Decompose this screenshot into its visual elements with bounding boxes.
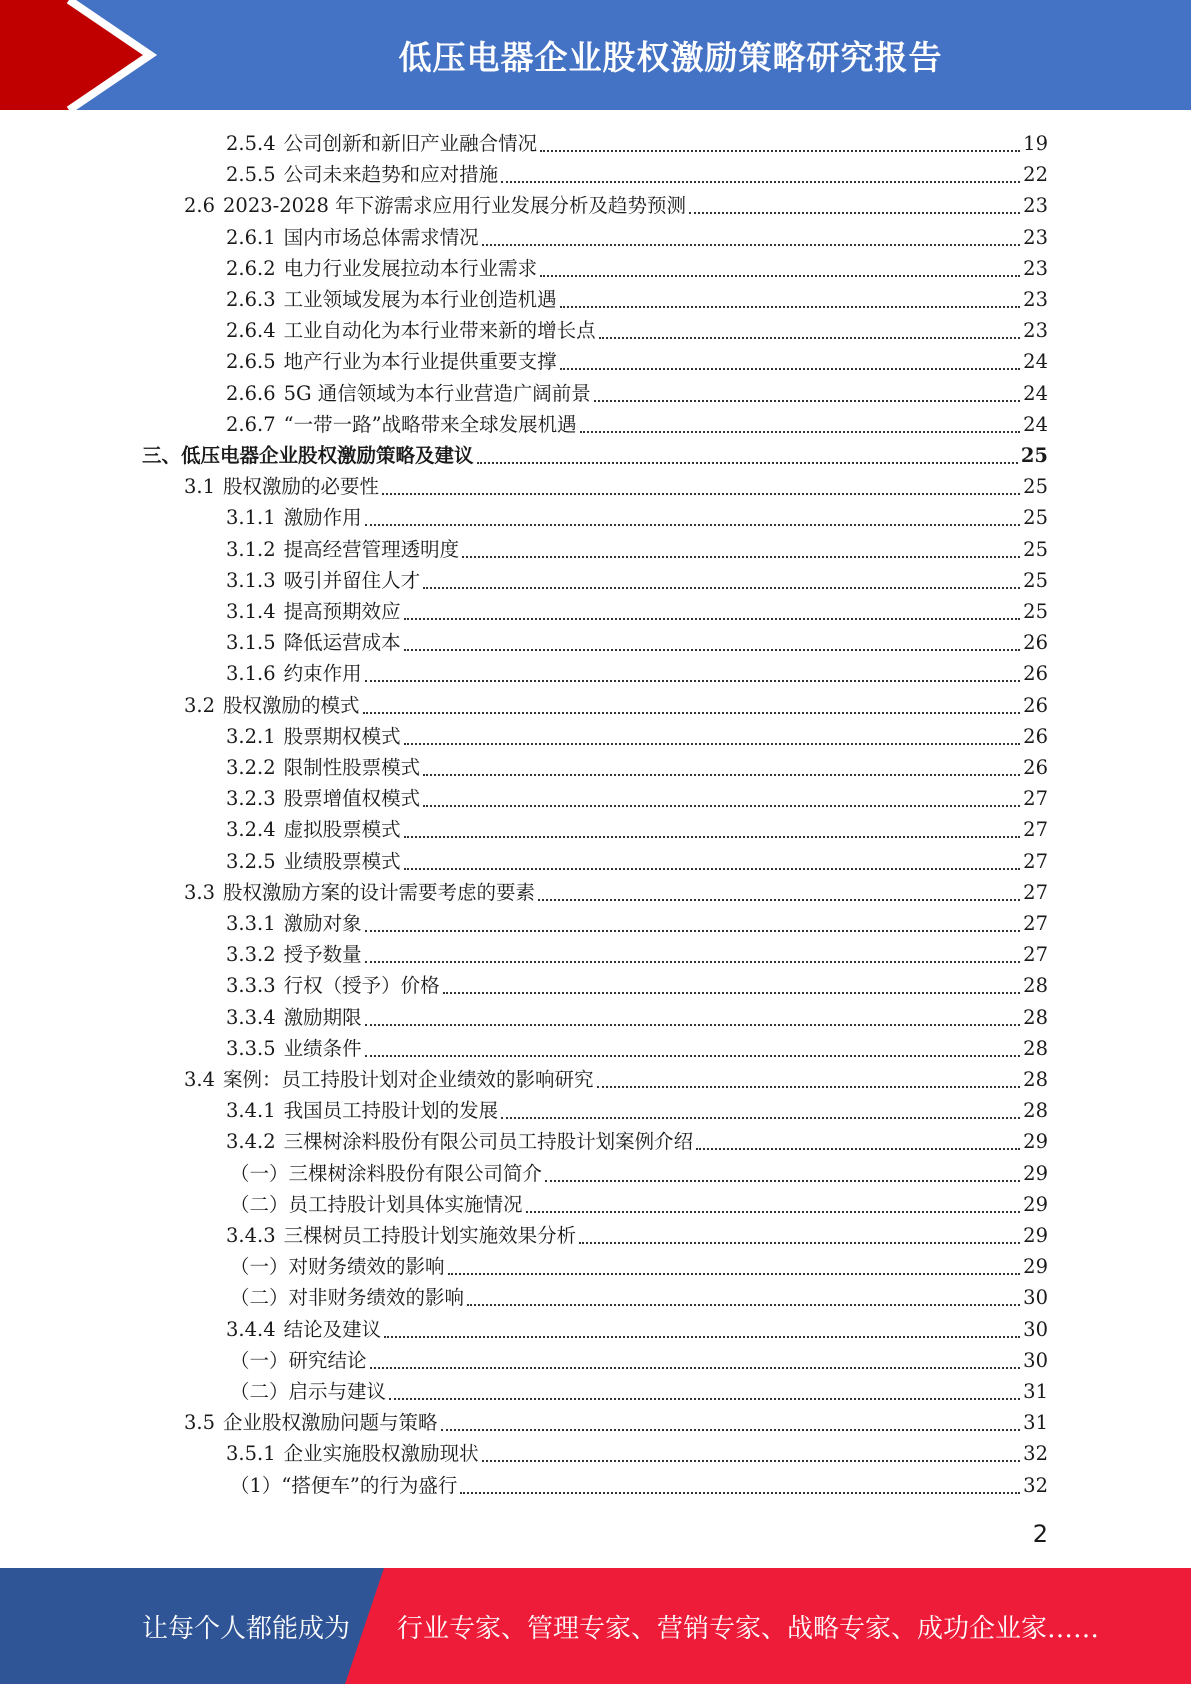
toc-entry-title: 股权激励的模式 — [223, 693, 360, 717]
toc-entry-title: 授予数量 — [283, 943, 362, 967]
toc-entry-page: 24 — [1023, 381, 1048, 405]
toc-dot-leader — [579, 1241, 1020, 1244]
toc-entry-page: 32 — [1023, 1473, 1048, 1497]
toc-entry-number: 3.4.2 — [226, 1130, 276, 1154]
toc-entry-title: 激励期限 — [283, 1005, 362, 1029]
toc-entry-page: 22 — [1023, 163, 1048, 187]
toc-entry-page: 27 — [1023, 912, 1048, 935]
toc-dot-leader — [482, 1459, 1021, 1462]
toc-entry[interactable] — [226, 812, 1048, 843]
page-number: 2 — [1032, 1520, 1048, 1548]
toc-entry-title: 限制性股票模式 — [283, 756, 421, 779]
toc-entry-page: 29 — [1023, 1255, 1048, 1279]
toc-entry-page: 26 — [1023, 693, 1048, 717]
toc-dot-leader — [526, 1210, 1021, 1213]
toc-dot-leader — [560, 367, 1021, 370]
toc-entry-number: 3.1.4 — [226, 600, 276, 623]
toc-entry-number: 2.6.3 — [226, 288, 276, 311]
toc-entry-page: 23 — [1023, 256, 1048, 280]
toc-entry-page: 27 — [1023, 943, 1048, 967]
toc-entry-number: 3.2.3 — [226, 787, 276, 811]
toc-entry-number: 3.2.1 — [226, 724, 276, 748]
toc-entry-page: 25 — [1023, 506, 1048, 530]
toc-entry-title: 工业领域发展为本行业创造机遇 — [283, 288, 557, 311]
toc-entry-title: 结论及建议 — [283, 1317, 382, 1341]
toc-entry-title: 行权（授予）价格 — [283, 974, 440, 998]
toc-entry[interactable] — [226, 1218, 1048, 1249]
toc-entry[interactable] — [226, 1312, 1048, 1343]
toc-entry[interactable] — [226, 126, 1048, 157]
toc-entry-number: 2.6.4 — [226, 319, 276, 343]
toc-entry-title: 国内市场总体需求情况 — [283, 225, 479, 249]
toc-entry[interactable] — [226, 844, 1048, 875]
toc-dot-leader — [404, 835, 1021, 838]
toc-dot-leader — [462, 555, 1020, 558]
toc-entry-page: 29 — [1023, 1130, 1048, 1154]
toc-entry-number: 3.4.1 — [226, 1099, 276, 1123]
toc-entry-page: 27 — [1023, 818, 1048, 842]
toc-entry[interactable] — [226, 1000, 1048, 1031]
toc-entry[interactable] — [226, 500, 1048, 531]
toc-entry-number: 3.3.1 — [226, 912, 276, 935]
toc-entry-title: 三棵树员工持股计划实施效果分析 — [283, 1224, 577, 1247]
toc-entry-number: 3.2.4 — [226, 818, 276, 842]
toc-entry[interactable] — [184, 188, 1048, 219]
toc-entry[interactable] — [226, 1031, 1048, 1062]
toc-entry[interactable] — [226, 1093, 1048, 1124]
toc-entry-page: 26 — [1023, 724, 1048, 748]
toc-entry-number: 2.6.7 — [226, 412, 276, 436]
toc-dot-leader — [460, 1491, 1020, 1494]
toc-entry-page: 28 — [1023, 1099, 1048, 1123]
footer-slogan-right: 行业专家、管理专家、营销专家、战略专家、成功企业家…… — [397, 1613, 1100, 1644]
toc-dot-leader — [404, 648, 1021, 651]
toc-entry-number: 2.5.4 — [226, 132, 276, 155]
toc-entry-page: 27 — [1023, 849, 1048, 873]
toc-entry[interactable] — [226, 282, 1048, 313]
toc-entry-title: 低压电器企业股权激励策略及建议 — [181, 444, 474, 467]
toc-entry[interactable] — [230, 1187, 1048, 1218]
toc-entry-page: 31 — [1023, 1380, 1048, 1403]
toc-entry-title: 虚拟股票模式 — [283, 818, 401, 842]
toc-entry-title: 股票增值权模式 — [283, 787, 421, 811]
toc-entry-number: 3.1.5 — [226, 631, 276, 655]
toc-entry-title: 业绩股票模式 — [283, 849, 401, 873]
toc-entry-number: 3.2.2 — [226, 756, 276, 779]
toc-entry-title: 股票期权模式 — [283, 724, 401, 748]
toc-entry-title: 公司未来趋势和应对措施 — [283, 163, 499, 187]
toc-entry[interactable] — [226, 937, 1048, 968]
toc-entry-title: 案例：员工持股计划对企业绩效的影响研究 — [223, 1068, 594, 1091]
toc-entry-number: 3.5 — [184, 1411, 216, 1435]
toc-entry[interactable] — [226, 220, 1048, 251]
toc-entry-page: 28 — [1023, 1068, 1048, 1091]
toc-entry-number: 2.6 — [184, 194, 216, 218]
toc-entry[interactable] — [226, 532, 1048, 563]
toc-dot-leader — [501, 180, 1020, 183]
toc-entry-page: 24 — [1023, 412, 1048, 436]
toc-dot-leader — [404, 617, 1021, 620]
toc-entry[interactable] — [184, 469, 1048, 500]
toc-entry[interactable] — [226, 625, 1048, 656]
toc-dot-leader — [404, 742, 1021, 745]
toc-entry-number: 3.2.5 — [226, 849, 276, 873]
toc-dot-leader — [363, 711, 1021, 714]
toc-entry[interactable] — [230, 1374, 1048, 1405]
toc-dot-leader — [540, 149, 1020, 152]
toc-entry-title: 工业自动化为本行业带来新的增长点 — [283, 319, 596, 343]
toc-entry[interactable] — [142, 438, 1048, 469]
toc-entry[interactable] — [226, 344, 1048, 375]
toc-entry-page: 28 — [1023, 1036, 1048, 1060]
toc-entry-title: 激励对象 — [283, 912, 362, 935]
toc-entry[interactable] — [230, 1249, 1048, 1280]
toc-entry-number: 2.6.1 — [226, 225, 276, 249]
toc-entry-number: 2.6.2 — [226, 256, 276, 280]
toc-entry-page: 23 — [1023, 194, 1048, 218]
toc-entry-title: 电力行业发展拉动本行业需求 — [283, 256, 538, 280]
toc-entry-title: 提高经营管理透明度 — [283, 537, 460, 561]
toc-entry-number: 三、 — [142, 444, 182, 467]
toc-entry[interactable] — [226, 968, 1048, 999]
toc-entry-page: 29 — [1023, 1161, 1048, 1185]
report-title: 低压电器企业股权激励策略研究报告 — [398, 37, 943, 77]
toc-dot-leader — [365, 960, 1021, 963]
toc-entry[interactable] — [226, 1124, 1048, 1155]
toc-dot-leader — [365, 679, 1021, 682]
footer-slogan-left: 让每个人都能成为 — [142, 1613, 351, 1644]
toc-dot-leader — [689, 211, 1020, 214]
toc-entry[interactable] — [226, 719, 1048, 750]
toc-dot-leader — [540, 274, 1020, 277]
toc-entry[interactable] — [226, 594, 1048, 625]
toc-entry[interactable] — [226, 781, 1048, 812]
toc-entry-number: 3.3.4 — [226, 1005, 276, 1029]
toc-entry-page: 25 — [1023, 568, 1048, 592]
toc-entry-title: （一）三棵树涂料股份有限公司简介 — [230, 1161, 543, 1185]
toc-entry-title: “一带一路”战略带来全球发展机遇 — [283, 412, 577, 436]
toc-entry-page: 26 — [1023, 631, 1048, 655]
toc-entry[interactable] — [226, 157, 1048, 188]
toc-dot-leader — [560, 305, 1021, 308]
toc-entry[interactable] — [226, 313, 1048, 344]
toc-entry-page: 30 — [1023, 1317, 1048, 1341]
toc-entry-page: 30 — [1023, 1286, 1048, 1310]
toc-entry-title: 业绩条件 — [283, 1036, 362, 1060]
toc-entry-page: 26 — [1023, 756, 1048, 779]
toc-dot-leader — [389, 1397, 1020, 1400]
toc-entry-title: 我国员工持股计划的发展 — [283, 1099, 499, 1123]
toc-entry[interactable] — [184, 1062, 1048, 1093]
toc-dot-leader — [482, 243, 1021, 246]
toc-entry-page: 25 — [1023, 537, 1048, 561]
toc-entry-page: 25 — [1020, 444, 1048, 467]
toc-entry-number: 3.4.4 — [226, 1317, 276, 1341]
toc-entry-title: 吸引并留住人才 — [283, 568, 421, 592]
toc-entry-title: （一）对财务绩效的影响 — [230, 1255, 445, 1279]
toc-dot-leader — [599, 336, 1021, 339]
toc-entry-page: 24 — [1023, 350, 1048, 374]
toc-entry-title: 约束作用 — [283, 662, 362, 686]
toc-entry-number: 3.1 — [184, 475, 216, 499]
toc-dot-leader — [597, 1085, 1021, 1088]
toc-dot-leader — [384, 1335, 1020, 1338]
toc-entry-number: 3.1.2 — [226, 537, 276, 561]
toc-entry-title: （一）研究结论 — [230, 1348, 367, 1372]
toc-entry-title: 公司创新和新旧产业融合情况 — [283, 132, 538, 155]
toc-entry[interactable] — [226, 656, 1048, 687]
toc-dot-leader — [370, 1366, 1021, 1369]
toc-dot-leader — [365, 523, 1021, 526]
toc-entry[interactable] — [184, 875, 1048, 906]
toc-entry[interactable] — [184, 1405, 1048, 1436]
toc-entry-page: 29 — [1023, 1192, 1048, 1216]
toc-dot-leader — [580, 430, 1021, 433]
toc-dot-leader — [423, 773, 1020, 776]
toc-entry-title: （二）对非财务绩效的影响 — [230, 1286, 465, 1310]
toc-entry-page: 27 — [1023, 880, 1048, 904]
toc-entry-page: 25 — [1023, 475, 1048, 499]
toc-entry-title: 2023-2028 年下游需求应用行业发展分析及趋势预测 — [223, 194, 687, 218]
toc-entry-page: 27 — [1023, 787, 1048, 811]
toc-entry-page: 30 — [1023, 1348, 1048, 1372]
toc-dot-leader — [404, 867, 1021, 870]
toc-dot-leader — [545, 1179, 1020, 1182]
toc-entry[interactable] — [230, 1280, 1048, 1311]
toc-entry-title: 降低运营成本 — [283, 631, 401, 655]
toc-dot-leader — [538, 898, 1020, 901]
toc-entry-title: （二）启示与建议 — [230, 1380, 387, 1403]
page-header — [0, 0, 1191, 110]
toc-entry[interactable] — [226, 563, 1048, 594]
toc-entry-page: 31 — [1023, 1411, 1048, 1435]
toc-entry-title: 地产行业为本行业提供重要支撑 — [283, 350, 557, 374]
toc-dot-leader — [365, 1023, 1021, 1026]
toc-entry-title: （1）“搭便车”的行为盛行 — [230, 1473, 458, 1497]
toc-entry-page: 25 — [1023, 600, 1048, 623]
toc-entry-number: 3.1.3 — [226, 568, 276, 592]
toc-entry-page: 26 — [1023, 662, 1048, 686]
toc-entry-title: 5G 通信领域为本行业营造广阔前景 — [283, 381, 591, 405]
toc-dot-leader — [594, 399, 1020, 402]
toc-dot-leader — [365, 929, 1021, 932]
toc-dot-leader — [382, 492, 1020, 495]
toc-entry-number: 3.4.3 — [226, 1224, 276, 1247]
toc-dot-leader — [696, 1147, 1020, 1150]
toc-dot-leader — [423, 586, 1020, 589]
toc-entry-title: 激励作用 — [283, 506, 362, 530]
toc-entry-number: 3.2 — [184, 693, 216, 717]
toc-entry-page: 23 — [1023, 225, 1048, 249]
toc-entry-title: （二）员工持股计划具体实施情况 — [230, 1192, 523, 1216]
toc-dot-leader — [448, 1272, 1021, 1275]
toc-entry-number: 2.6.6 — [226, 381, 276, 405]
toc-entry-number: 3.4 — [184, 1068, 216, 1091]
toc-entry-page: 23 — [1023, 319, 1048, 343]
toc-entry-number: 3.3 — [184, 880, 216, 904]
header-arrow-icon — [0, 0, 160, 110]
toc-entry-number: 2.5.5 — [226, 163, 276, 187]
toc-entry-number: 3.5.1 — [226, 1442, 276, 1466]
toc-entry-title: 股权激励的必要性 — [223, 475, 380, 499]
toc-entry-page: 19 — [1023, 132, 1048, 155]
toc-entry[interactable] — [226, 1436, 1048, 1467]
toc-entry-title: 三棵树涂料股份有限公司员工持股计划案例介绍 — [283, 1130, 694, 1154]
toc-entry-number: 3.3.3 — [226, 974, 276, 998]
toc-dot-leader — [423, 804, 1020, 807]
toc-entry[interactable] — [226, 251, 1048, 282]
toc-entry[interactable] — [226, 407, 1048, 438]
toc-dot-leader — [467, 1303, 1020, 1306]
toc-dot-leader — [443, 991, 1021, 994]
page-footer — [0, 1568, 1191, 1684]
toc-entry[interactable] — [226, 750, 1048, 781]
toc-entry[interactable] — [230, 1468, 1048, 1499]
toc-entry-number: 3.1.6 — [226, 662, 276, 686]
toc-dot-leader — [477, 461, 1018, 464]
toc-dot-leader — [365, 1054, 1021, 1057]
toc-entry-number: 3.3.2 — [226, 943, 276, 967]
toc-dot-leader — [441, 1428, 1021, 1431]
toc-entry-title: 提高预期效应 — [283, 600, 401, 623]
toc-entry-title: 企业实施股权激励现状 — [283, 1442, 479, 1466]
toc-entry-title: 企业股权激励问题与策略 — [223, 1411, 438, 1435]
toc-entry-page: 23 — [1023, 288, 1048, 311]
toc-entry[interactable] — [226, 906, 1048, 937]
toc-entry-page: 29 — [1023, 1224, 1048, 1247]
toc-entry-page: 28 — [1023, 1005, 1048, 1029]
toc-entry-number: 3.3.5 — [226, 1036, 276, 1060]
toc-entry[interactable] — [230, 1156, 1048, 1187]
toc-entry-number: 3.1.1 — [226, 506, 276, 530]
toc-entry-number: 2.6.5 — [226, 350, 276, 374]
toc-entry[interactable] — [230, 1343, 1048, 1374]
toc-entry[interactable] — [184, 688, 1048, 719]
toc-entry[interactable] — [226, 376, 1048, 407]
toc-entry-page: 32 — [1023, 1442, 1048, 1466]
toc-dot-leader — [501, 1116, 1020, 1119]
toc-entry-title: 股权激励方案的设计需要考虑的要素 — [223, 880, 536, 904]
toc-entry-page: 28 — [1023, 974, 1048, 998]
